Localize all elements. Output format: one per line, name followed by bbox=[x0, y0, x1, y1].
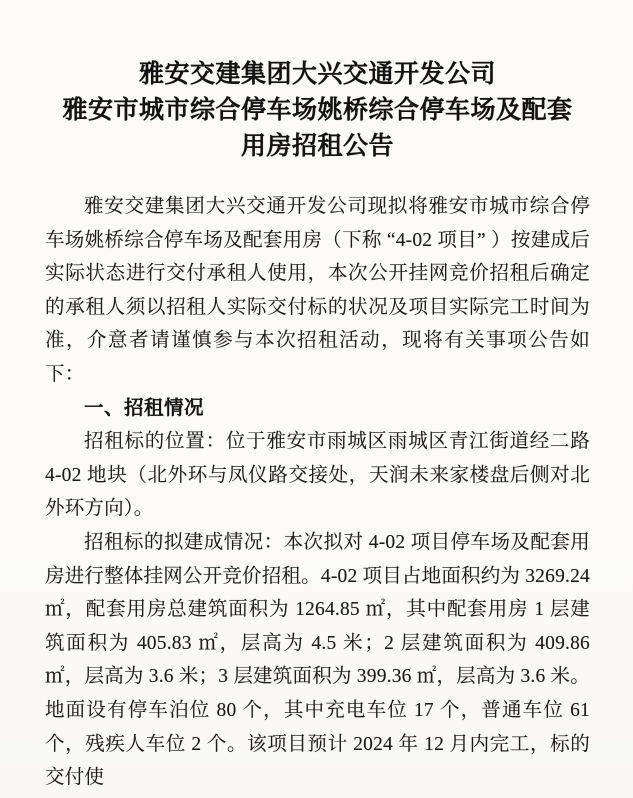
section-heading-rental-overview: 一、招租情况 bbox=[84, 396, 205, 419]
intro-paragraph: 雅安交建集团大兴交通开发公司现拟将雅安市城市综合停车场姚桥综合停车场及配套用房（下称 “4-02 项目” ）按建成后实际状态进行交付承租人使用，本次公开挂网竞价招租后确定的承租人须以招租人实际交付标的状况及项目实际完工时间为准，介意者请谨慎参与本次招租活动，现将有关事项公告如下： bbox=[45, 196, 590, 385]
title-line-2: 雅安市城市综合停车场姚桥综合停车场及配套 bbox=[62, 96, 573, 124]
construction-status-paragraph: 招租标的拟建成情况：本次拟对 4-02 项目停车场及配套用房进行整体挂网公开竞价招租。4-02 项目占地面积约为 3269.24 ㎡，配套用房总建筑面积为 1264.85 ㎡，其中配套用房 1 层建筑面积为 405.83 ㎡，层高为 4.5 米；2 层建筑面积为 409.86 ㎡，层高为 3.6 米；3 层建筑面积为 399.36 ㎡，层高为 3.6 米。地面设有停车泊位 80 个，其中充电车位 17 个，普通车位 61 个，残疾人车位 2 个。该项目预计 2024 年 12 月内完工，标的交付使 bbox=[45, 531, 590, 789]
title-line-3: 用房招租公告 bbox=[240, 132, 394, 160]
title-line-1: 雅安交建集团大兴交通开发公司 bbox=[138, 60, 496, 88]
document-title bbox=[45, 56, 590, 164]
location-paragraph: 招租标的位置：位于雅安市雨城区雨城区青江街道经二路 4-02 地块（北外环与凤仪路交接处，天润未来家楼盘后侧对北外环方向）。 bbox=[45, 431, 590, 520]
